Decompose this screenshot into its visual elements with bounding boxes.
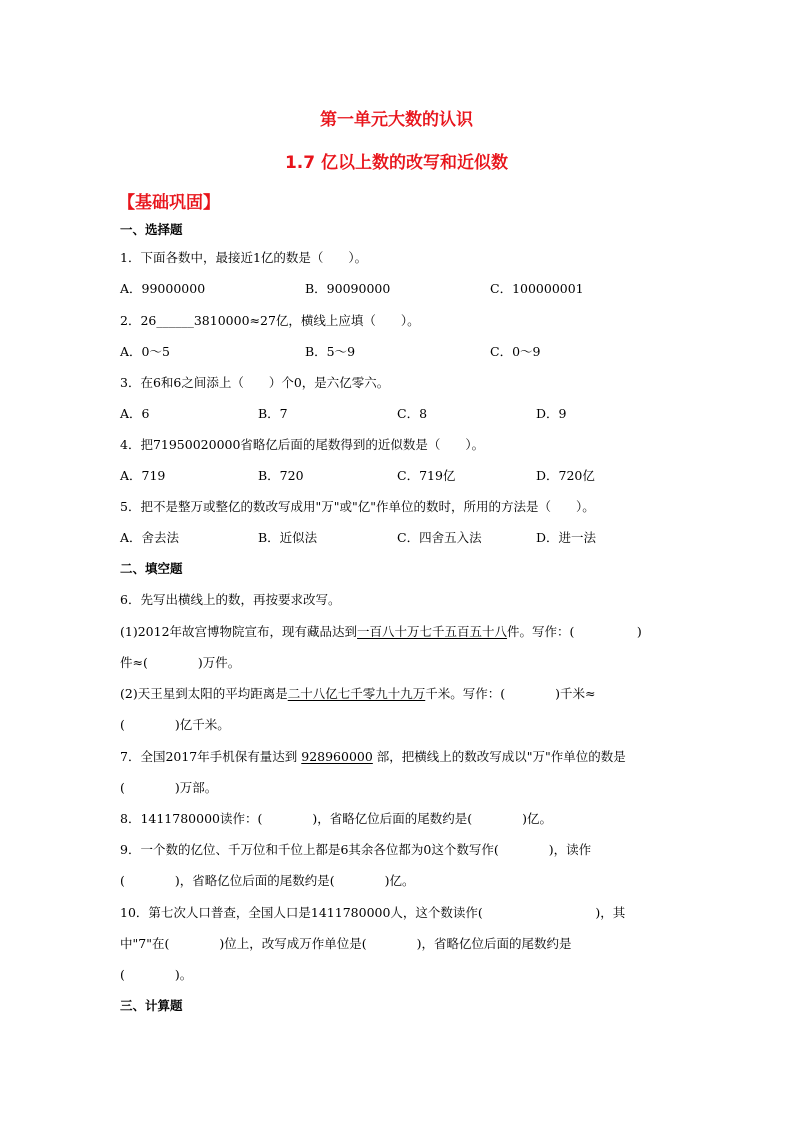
- q1-option-c: C．100000001: [490, 281, 584, 296]
- question-5: 5．把不是整万或整亿的数改写成用"万"或"亿"作单位的数时，所用的方法是（ ）。: [120, 499, 595, 514]
- question-9: 9．一个数的亿位、千万位和千位上都是6其余各位都为0这个数写作( )，读作: [120, 842, 592, 857]
- question-7-line2: ( )万部。: [120, 780, 218, 795]
- question-7: [120, 749, 626, 765]
- q4-option-c: C．719亿: [397, 468, 456, 483]
- question-10-line3: ( )。: [120, 967, 193, 982]
- q4-option-a: A．719: [120, 468, 166, 483]
- q5-option-d: D．进一法: [536, 530, 597, 545]
- q3-option-d: D．9: [536, 406, 567, 421]
- q2-option-b: B．5～9: [305, 344, 356, 359]
- section-heading-choice: 一、选择题: [120, 222, 183, 237]
- question-6-part-1-line2: 件≈( )万件。: [120, 655, 241, 670]
- question-10-line2: 中"7"在( )位上，改写成万作单位是( )，省略亿位后面的尾数约是: [120, 936, 572, 951]
- question-8: 8．1411780000读作：( )，省略亿位后面的尾数约是( )亿。: [120, 811, 552, 826]
- q6-p2-pre: (2)天王星到太阳的平均距离是: [120, 686, 288, 701]
- q7-post: 部，把横线上的数改写成以"万"作单位的数是: [372, 749, 626, 764]
- q6-p1-underlined: 一百八十万七千五百五十八: [357, 624, 508, 639]
- question-6-intro: 6．先写出横线上的数，再按要求改写。: [120, 592, 341, 607]
- q3-option-a: A．6: [120, 406, 150, 421]
- q6-p1-pre: (1)2012年故宫博物院宣布，现有藏品达到: [120, 624, 358, 639]
- question-3: 3．在6和6之间添上（ ）个0，是六亿零六。: [120, 375, 390, 390]
- q2-option-c: C．0～9: [490, 344, 541, 359]
- question-6-part-2-line2: ( )亿千米。: [120, 717, 230, 732]
- question-10: 10．第七次人口普查，全国人口是1411780000人，这个数读作( )，其: [120, 905, 626, 920]
- q5-option-c: C．四舍五入法: [397, 530, 482, 545]
- q4-option-d: D．720亿: [536, 468, 595, 483]
- section-tag: 【基础巩固】: [118, 193, 220, 213]
- section-heading-fill: 二、填空题: [120, 561, 183, 576]
- question-6-part-1: [120, 624, 642, 640]
- q6-p2-underlined: 二十八亿七千零九十九万: [287, 686, 426, 701]
- q7-pre: 7．全国2017年手机保有量达到: [120, 749, 302, 764]
- question-4: 4．把71950020000省略亿后面的尾数得到的近似数是（ ）。: [120, 437, 485, 452]
- q4-option-b: B．720: [258, 468, 304, 483]
- q3-option-c: C．8: [397, 406, 428, 421]
- lesson-title: 1.7 亿以上数的改写和近似数: [284, 153, 509, 173]
- question-2: 2．26______3810000≈27亿，横线上应填（ ）。: [120, 313, 420, 328]
- q1-option-b: B．90090000: [305, 281, 391, 296]
- q7-underlined: 928960000: [301, 749, 373, 764]
- q5-option-a: A．舍去法: [120, 530, 180, 545]
- q6-p2-post: 千米。写作：( )千米≈: [425, 686, 596, 701]
- section-heading-calc: 三、计算题: [120, 998, 183, 1013]
- question-6-part-2: [120, 686, 595, 702]
- q1-option-a: A．99000000: [120, 281, 206, 296]
- q2-option-a: A．0～5: [120, 344, 170, 359]
- q3-option-b: B．7: [258, 406, 288, 421]
- unit-title: 第一单元大数的认识: [320, 110, 473, 130]
- q6-p1-post: 件。写作：( ): [507, 624, 642, 639]
- question-1: 1．下面各数中，最接近1亿的数是（ ）。: [120, 250, 368, 265]
- q5-option-b: B．近似法: [258, 530, 318, 545]
- question-9-line2: ( )，省略亿位后面的尾数约是( )亿。: [120, 873, 415, 888]
